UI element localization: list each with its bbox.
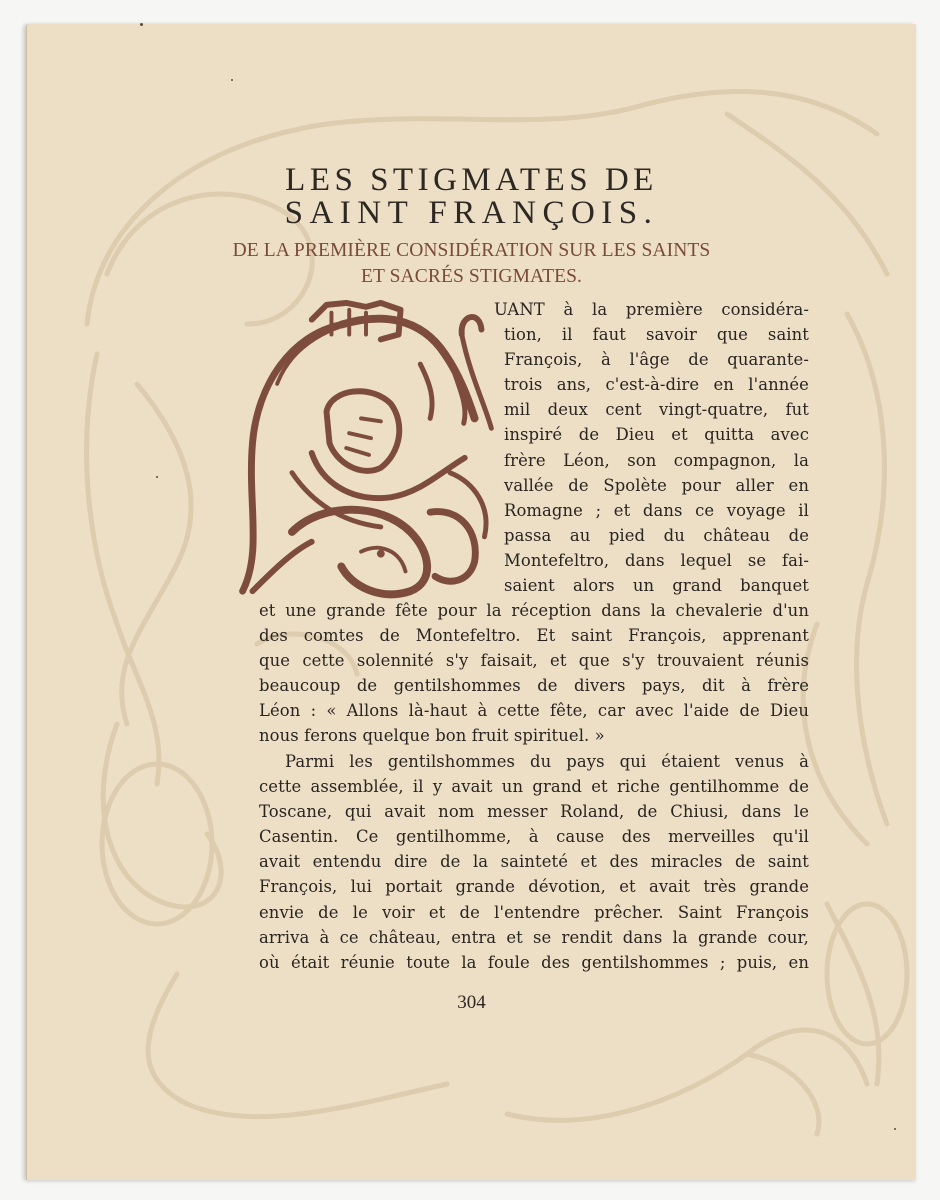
chapter-title-line-2: SAINT FRANÇOIS. [284,195,659,231]
text-line: des comtes de Montefeltro. Et saint François, apprenant [259,626,809,646]
text-line: et une grande fête pour la réception dans la chevalerie d'un [259,601,809,620]
text-line: UANT à la première considéra- [494,300,809,319]
text-line: avait entendu dire de la sainteté et des miracles de saint [259,852,809,872]
text-line: cette assemblée, il y avait un grand et riche gentilhomme de [259,777,809,797]
text-line: Toscane, qui avait nom messer Roland, de Chiusi, dans le [259,802,809,822]
text-line: inspiré de Dieu et quitta avec [504,425,809,445]
text-line: mil deux cent vingt-quatre, fut [504,400,809,420]
book-page [26,24,916,1180]
chapter-title-line-1: LES STIGMATES DE [285,162,658,198]
text-line: Montefeltro, dans lequel se fai- [504,550,809,570]
text-line: arriva à ce château, entra et se rendit dans la grande cour, [259,927,809,947]
paper-speck [894,1128,896,1130]
chapter-subtitle-line-2: ET SACRÉS STIGMATES. [360,266,583,287]
text-line: François, à l'âge de quarante- [504,350,809,370]
paper-speck [140,23,143,26]
text-line: saient alors un grand banquet [504,576,809,596]
text-line: tion, il faut savoir que saint [504,325,809,345]
paper-speck [156,476,158,478]
paper-speck [231,79,233,81]
chapter-subtitle [27,238,916,290]
chapter-title [27,164,916,230]
text-line: que cette solennité s'y faisait, et que s'y trouvaient réunis [259,651,809,671]
paragraph-1-wrapped [494,297,809,598]
text-line: beaucoup de gentilshommes de divers pays, dit à frère [259,676,809,696]
text-line: frère Léon, son compagnon, la [504,450,809,470]
text-line: nous ferons quelque bon fruit spirituel. » [259,726,605,746]
text-line: Léon : « Allons là-haut à cette fête, car avec l'aide de Dieu [259,701,809,721]
chapter-subtitle-line-1: DE LA PREMIÈRE CONSIDÉRATION SUR LES SAINTS [232,240,711,261]
paragraph-1-continued [259,598,809,749]
text-line: passa au pied du château de [504,525,809,545]
text-line: vallée de Spolète pour aller en [504,475,809,495]
page-number: 304 [457,992,486,1013]
paragraph-2 [259,749,809,975]
text-line: François, lui portait grande dévotion, et avait très grande [259,877,809,897]
text-line: Parmi les gentilshommes du pays qui étaient venus à [285,752,809,771]
dropcap-q-illustration [230,295,502,601]
text-line: où était réunie toute la foule des gentilshommes ; puis, en [259,952,809,972]
text-line: trois ans, c'est-à-dire en l'année [504,375,809,395]
text-line: envie de le voir et de l'entendre prêcher. Saint François [259,902,809,922]
text-line: Romagne ; et dans ce voyage il [504,500,809,520]
text-line: Casentin. Ce gentilhomme, à cause des merveilles qu'il [259,827,809,847]
